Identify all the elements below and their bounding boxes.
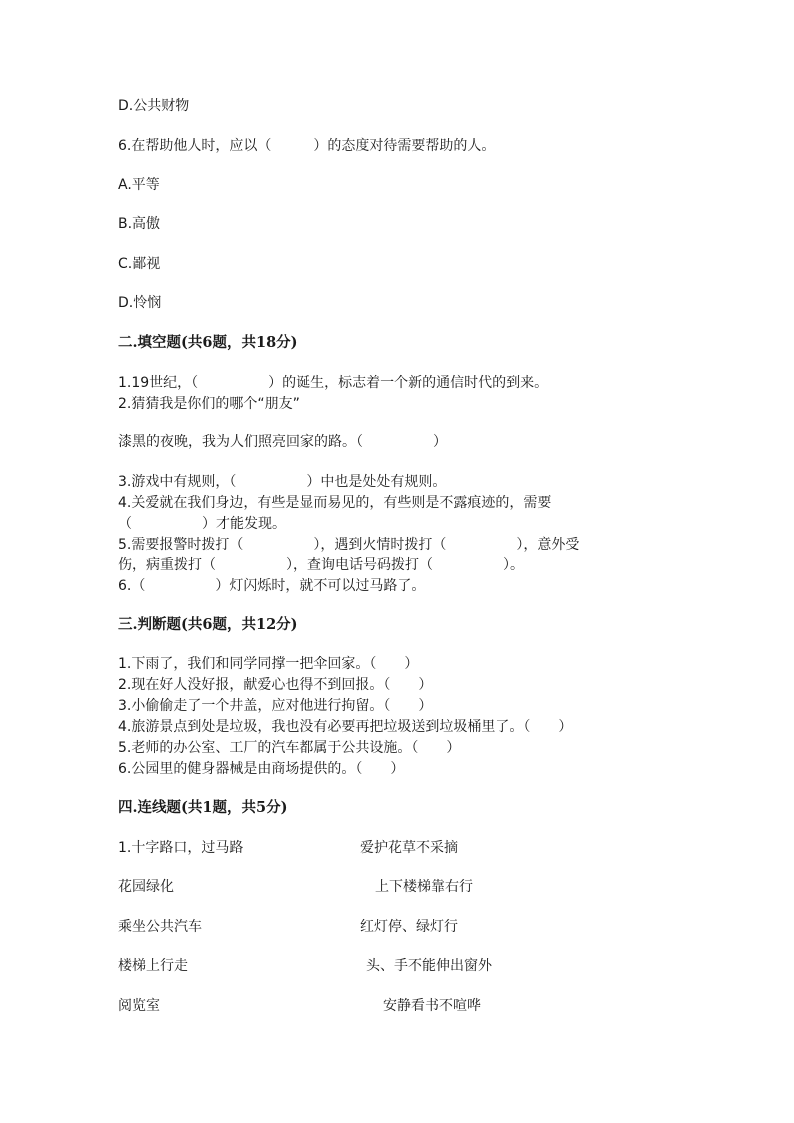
fill-q6: 6.（ ）灯闪烁时，就不可以过马路了。 [118,578,426,594]
fill-q2-riddle: 漆黑的夜晚，我为人们照亮回家的路。（ ） [118,434,447,450]
q6-option-c: C.鄙视 [118,256,161,272]
fill-q2: 2.猜猜我是你们的哪个“朋友” [118,396,300,412]
section4-title: 四.连线题(共1题，共5分) [118,799,288,816]
match-left-2: 花园绿化 [118,879,174,895]
judge-q1: 1.下雨了，我们和同学同撑一把伞回家。（ ） [118,656,419,672]
match-right-2: 上下楼梯靠右行 [375,879,473,895]
judge-q3: 3.小偷偷走了一个井盖，应对他进行拘留。（ ） [118,698,433,714]
section3-title: 三.判断题(共6题，共12分) [118,616,298,633]
section2-title: 二.填空题(共6题，共18分) [118,334,298,351]
judge-q2: 2.现在好人没好报，献爱心也得不到回报。（ ） [118,677,433,693]
fill-q5-line1: 5.需要报警时拨打（ ），遇到火情时拨打（ ），意外受 [118,537,580,553]
fill-q1: 1.19世纪，（ ）的诞生，标志着一个新的通信时代的到来。 [118,375,549,391]
fill-q4-line2: （ ）才能发现。 [118,516,286,532]
judge-q4: 4.旅游景点到处是垃圾，我也没有必要再把垃圾送到垃圾桶里了。（ ） [118,719,573,735]
match-right-4: 头、手不能伸出窗外 [366,958,492,974]
match-right-3: 红灯停、绿灯行 [360,919,458,935]
q5-option-d: D.公共财物 [118,98,190,114]
fill-q4-line1: 4.关爱就在我们身边，有些是显而易见的，有些则是不露痕迹的，需要 [118,495,552,511]
match-right-5: 安静看书不喧哗 [383,998,481,1014]
match-left-4: 楼梯上行走 [118,958,188,974]
q6-option-b: B.高傲 [118,216,161,232]
q6-option-a: A.平等 [118,177,160,193]
judge-q6: 6.公园里的健身器械是由商场提供的。（ ） [118,761,405,777]
judge-q5: 5.老师的办公室、工厂的汽车都属于公共设施。（ ） [118,740,461,756]
match-left-1: 1.十字路口，过马路 [118,840,244,856]
match-right-1: 爱护花草不采摘 [360,840,458,856]
q6-question: 6.在帮助他人时，应以（ ）的态度对待需要帮助的人。 [118,138,496,154]
q6-option-d: D.怜悯 [118,295,162,311]
match-left-3: 乘坐公共汽车 [118,919,202,935]
match-left-5: 阅览室 [118,998,160,1014]
fill-q5-line2: 伤，病重拨打（ ），查询电话号码拨打（ ）。 [118,557,524,573]
fill-q3: 3.游戏中有规则，（ ）中也是处处有规则。 [118,474,447,490]
